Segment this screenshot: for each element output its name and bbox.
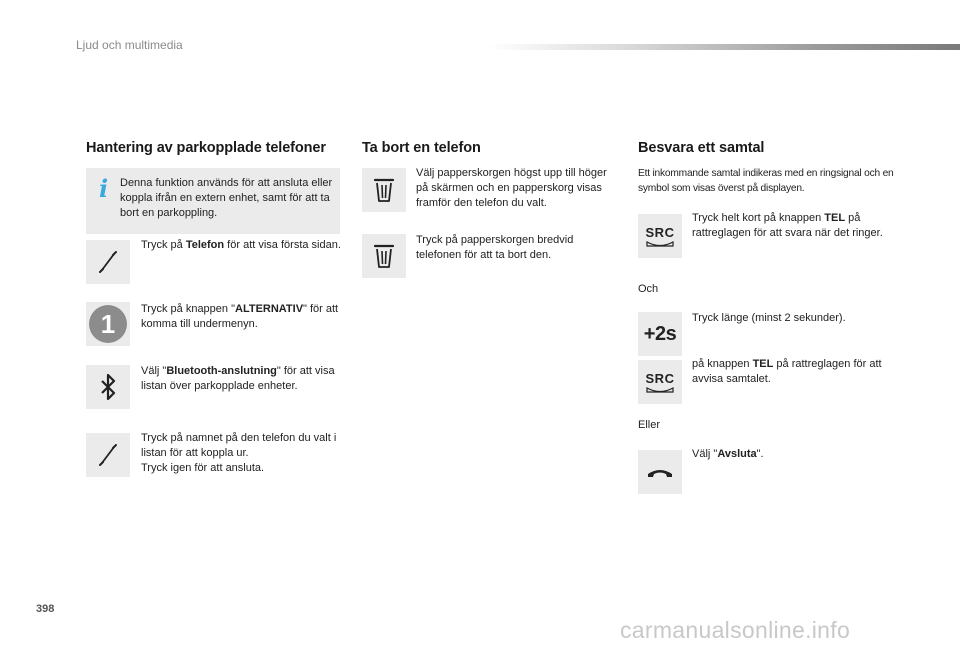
col3-step2-text: Tryck länge (minst 2 sekunder). — [692, 312, 846, 324]
hang-up-icon — [638, 450, 682, 494]
col3-step3-text: på knappen TEL på rattreglagen för att avvisa samtalet. — [692, 358, 882, 385]
col3-intro: Ett inkommande samtal indikeras med en ringsignal och en symbol som visas överst på displayen. — [638, 168, 894, 194]
col1-title: Hantering av parkopplade telefoner — [86, 140, 326, 156]
info-text: Denna funktion används för att ansluta eller koppla ifrån en extern enhet, samt för att ta bort en parkoppling. — [120, 177, 333, 219]
phone-icon — [86, 433, 130, 477]
col1-step2-text: Tryck på knappen "ALTERNATIV" för att komma till undermenyn. — [141, 303, 339, 330]
src-button-icon: SRC — [638, 360, 682, 404]
header-bar — [488, 44, 960, 50]
col3-step1-text: Tryck helt kort på knappen TEL på rattreglagen för att svara när det ringer. — [692, 212, 883, 239]
col1-step4-text: Tryck på namnet på den telefon du valt i listan för att koppla ur. Tryck igen för att ansluta. — [141, 432, 337, 474]
or-label: Eller — [638, 419, 661, 431]
col3-step4-text: Välj "Avsluta". — [692, 448, 764, 460]
trash-icon — [362, 168, 406, 212]
phone-icon — [86, 240, 130, 284]
section-title: Ljud och multimedia — [76, 38, 183, 52]
col3-title: Besvara ett samtal — [638, 140, 765, 156]
number-one-icon: 1 — [89, 305, 127, 343]
col2-step2-text: Tryck på papperskorgen bredvid telefonen för att ta bort den. — [416, 234, 574, 261]
watermark: carmanualsonline.info — [620, 617, 851, 643]
two-seconds-icon: +2s — [638, 312, 682, 356]
trash-icon — [362, 234, 406, 278]
col1-step1-text: Tryck på Telefon för att visa första sidan. — [141, 239, 341, 251]
page-number: 398 — [36, 603, 55, 615]
bluetooth-icon — [86, 365, 130, 409]
info-icon: i — [99, 174, 109, 203]
col2-title: Ta bort en telefon — [362, 140, 481, 156]
step-one-box — [86, 302, 130, 346]
col2-step1-text: Välj papperskorgen högst upp till höger på skärmen och en papperskorg visas framför den telefon du valt. — [416, 167, 607, 209]
src-button-icon: SRC — [638, 214, 682, 258]
and-label: Och — [638, 283, 659, 295]
col1-step3-text: Välj "Bluetooth-anslutning" för att visa listan över parkopplade enheter. — [141, 365, 335, 392]
